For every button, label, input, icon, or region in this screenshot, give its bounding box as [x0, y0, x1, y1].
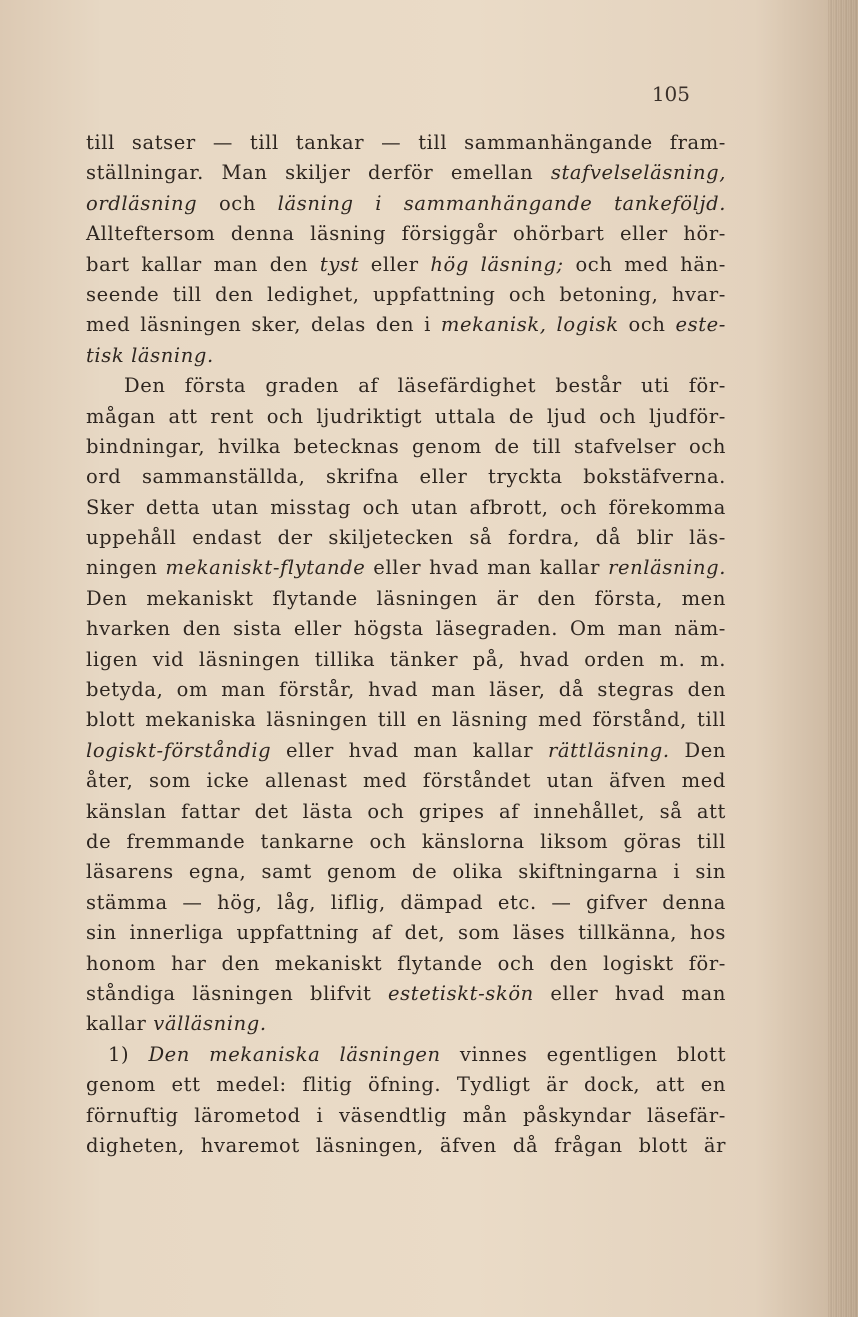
page-gutter	[828, 0, 858, 1317]
body-text	[86, 128, 726, 1161]
text-line: betyda, om man förstår, hvad man läser, då stegras den	[86, 678, 726, 702]
text-line: bart kallar man den tyst eller hög läsning; och med hän-	[86, 252, 726, 276]
text-line: blott mekaniska läsningen till en läsning med förstånd, till	[86, 708, 726, 732]
text-line: sin innerliga uppfattning af det, som läses tillkänna, hos	[86, 921, 726, 945]
text-line: förnuftig lärometod i väsendtlig mån påskyndar läsefär-	[86, 1103, 726, 1127]
text-line: honom har den mekaniskt flytande och den logiskt för-	[86, 951, 726, 975]
text-line: Sker detta utan misstag och utan afbrott, och förekomma	[86, 495, 726, 519]
text-line: ordläsning och läsning i sammanhängande tankeföljd.	[86, 191, 727, 215]
text-line: mågan att rent och ljudriktigt uttala de ljud och ljudför-	[86, 404, 726, 428]
text-line: stämma — hög, låg, liflig, dämpad etc. — gifver denna	[86, 890, 726, 914]
text-line: bindningar, hvilka betecknas genom de till stafvelser och	[86, 434, 726, 458]
text-line: åter, som icke allenast med förståndet utan äfven med	[86, 769, 726, 793]
text-line: Allteftersom denna läsning försiggår ohörbart eller hör-	[86, 222, 726, 246]
text-line: digheten, hvaremot läsningen, äfven då frågan blott är	[86, 1133, 726, 1157]
text-line: seende till den ledighet, uppfattning och betoning, hvar-	[86, 282, 726, 306]
text-line: ställningar. Man skiljer derför emellan stafvelseläsning,	[86, 161, 726, 185]
text-line: uppehåll endast der skiljetecken så fordra, då blir läs-	[86, 526, 726, 550]
page-number: 105	[651, 82, 690, 106]
text-line: till satser — till tankar — till sammanhängande fram-	[86, 131, 726, 154]
text-line: ligen vid läsningen tillika tänker på, hvad orden m. m.	[86, 647, 726, 671]
text-line: hvarken den sista eller högsta läsegraden. Om man näm-	[86, 617, 726, 641]
text-line: ningen mekaniskt-flytande eller hvad man kallar renläsning.	[86, 556, 726, 580]
text-line: de fremmande tankarne och känslorna liksom göras till	[86, 829, 726, 853]
text-line: ståndiga läsningen blifvit estetiskt-skön eller hvad man	[86, 981, 726, 1005]
text-line: genom ett medel: flitig öfning. Tydligt är dock, att en	[86, 1073, 726, 1097]
text-line: kallar välläsning.	[86, 1012, 267, 1036]
text-line: med läsningen sker, delas den i mekanisk, logisk och este-	[86, 313, 726, 337]
text-line: ord sammanställda, skrifna eller tryckta bokstäfverna.	[86, 465, 726, 489]
text-line: känslan fattar det lästa och gripes af innehållet, så att	[86, 799, 726, 823]
text-line: Den första graden af läsefärdighet består uti för-	[124, 374, 726, 398]
text-line: 1) Den mekaniska läsningen vinnes egentligen blott	[108, 1042, 727, 1066]
text-line: läsarens egna, samt genom de olika skiftningarna i sin	[86, 860, 726, 884]
text-line: Den mekaniskt flytande läsningen är den första, men	[86, 586, 726, 610]
text-line: logiskt-förståndig eller hvad man kallar rättläsning. Den	[86, 738, 726, 762]
text-line: tisk läsning.	[86, 343, 214, 367]
